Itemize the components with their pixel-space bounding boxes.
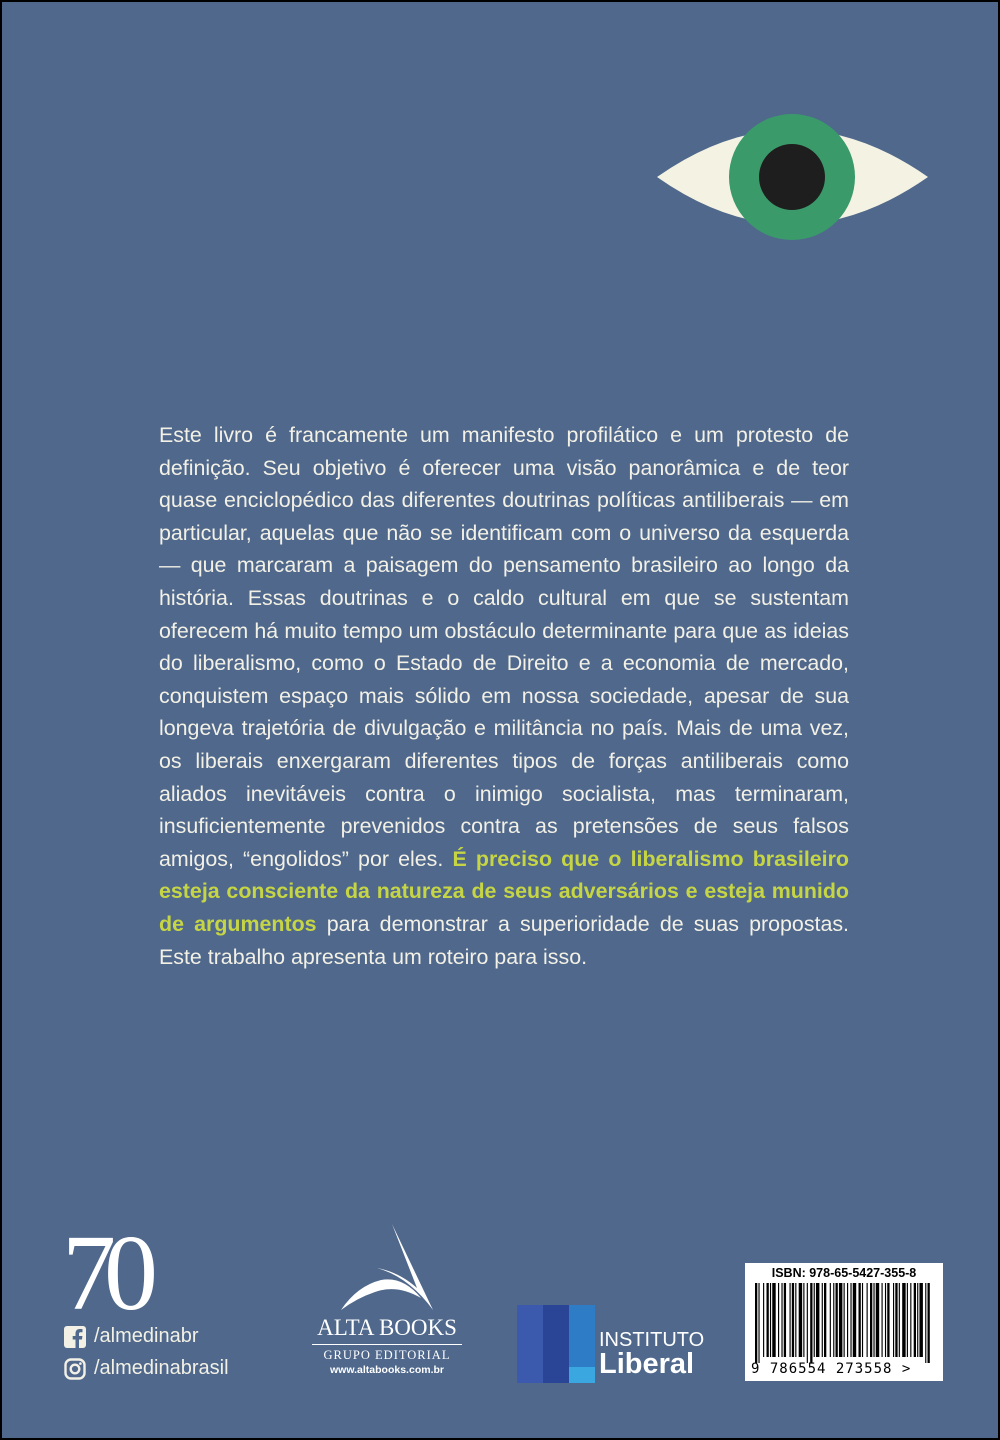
barcode-bar [859, 1283, 861, 1357]
barcode-digits: 9 786554 273558 > [751, 1361, 912, 1377]
barcode-bar [816, 1283, 819, 1357]
barcode-bar [784, 1283, 786, 1357]
alta-books-name: ALTA BOOKS [317, 1315, 457, 1340]
alta-books-url: www.altabooks.com.br [330, 1364, 444, 1376]
barcode-bar [772, 1283, 775, 1357]
barcode-bar [910, 1283, 911, 1357]
barcode-bar [799, 1283, 802, 1357]
blurb-highlight: É preciso que o liberalismo brasileiro esteja consciente da natureza de seus adversários e esteja munido de argumentos [159, 846, 849, 936]
blurb-text [159, 419, 849, 973]
barcode-bar [895, 1283, 897, 1357]
barcode-bar [763, 1283, 764, 1357]
barcode-bar [887, 1283, 889, 1357]
barcode-bar [778, 1283, 779, 1357]
facebook-link[interactable] [64, 1325, 199, 1348]
barcode-bar [885, 1283, 886, 1357]
blurb-part2: para demonstrar a superioridade de suas propostas. Este trabalho apresenta um roteiro para isso. [159, 911, 849, 969]
barcode-bar [867, 1283, 868, 1357]
barcode-bar [781, 1283, 782, 1357]
instituto-text: INSTITUTO [599, 1329, 705, 1351]
barcode-bar [893, 1283, 894, 1357]
barcode-bar [770, 1283, 771, 1357]
barcode-bar [928, 1283, 930, 1363]
alta-books-mark [337, 1222, 437, 1314]
instagram-handle: /almedinabrasil [94, 1357, 229, 1379]
barcode-bar [824, 1283, 826, 1357]
barcode-bar [836, 1283, 838, 1357]
blurb-part1: Este livro é francamente um manifesto profilático e um protesto de definição. Seu objetivo é oferecer uma visão panorâmica e de teor quase enciclopédico das diferentes doutrinas políticas antiliberais — em particular, aquelas que não se identificam com o universo da esquerda — que marcaram a paisagem do pensamento brasileiro ao longo da história. Essas doutrinas e o caldo cultural em que se sustentam oferecem há muito tempo um obstáculo determinante para que as ideias do liberalismo, como o Estado de Direito e a economia de mercado, conquistem espaço mais sólido em nossa sociedade, apesar de sua longeva trajetória de divulgação e militância no país. Mais de uma vez, os liberais enxergaram diferentes tipos de forças antiliberais como aliados inevitáveis contra o inimigo socialista, mas terminaram, insuficientemente prevenidos contra as pretensões de seus falsos amigos, “engolidos” por eles. [159, 423, 849, 871]
barcode-bar [803, 1283, 804, 1357]
barcode-bar [792, 1283, 794, 1357]
barcode-bar [807, 1283, 808, 1363]
barcode-bar [882, 1283, 883, 1357]
barcode-bar [917, 1283, 918, 1357]
barcode-bar [814, 1283, 815, 1357]
barcode-bar [795, 1283, 796, 1357]
barcode-bar [899, 1283, 900, 1357]
alta-books-divider [312, 1344, 462, 1345]
barcode-bar [822, 1283, 823, 1357]
barcode-bar [810, 1283, 812, 1363]
barcode-bar [914, 1283, 916, 1357]
barcode-bar [873, 1283, 874, 1357]
barcode-bar [907, 1283, 908, 1357]
alta-books-logo [302, 1222, 472, 1378]
barcode-bar [767, 1283, 769, 1357]
barcode-bar [853, 1283, 856, 1357]
barcode-bar [833, 1283, 834, 1357]
facebook-icon [64, 1326, 86, 1348]
barcode-bar [902, 1283, 905, 1357]
barcode-bars [753, 1283, 935, 1363]
instagram-icon [64, 1358, 86, 1380]
barcode-bar [925, 1283, 926, 1363]
eye-illustration [655, 97, 930, 257]
logo-70-text: 70 [62, 1227, 146, 1317]
barcode-bar [758, 1283, 759, 1363]
barcode-bar [830, 1283, 831, 1357]
isbn-label: ISBN: 978-65-5427-355-8 [771, 1266, 917, 1280]
instagram-link[interactable] [64, 1357, 229, 1380]
barcode-bar [844, 1283, 845, 1357]
barcode-bar [850, 1283, 851, 1357]
barcode-bar [876, 1283, 879, 1357]
barcode-bar [790, 1283, 791, 1357]
barcode-bar [919, 1283, 922, 1357]
barcode-bar [839, 1283, 842, 1357]
barcode-bar [755, 1283, 757, 1363]
facebook-handle: /almedinabr [94, 1325, 199, 1347]
barcode-bar [847, 1283, 848, 1357]
eye-pupil [759, 144, 825, 210]
alta-books-subtitle: GRUPO EDITORIAL [323, 1348, 451, 1362]
back-cover [2, 2, 998, 1438]
barcode-bar [862, 1283, 863, 1357]
barcode-bar [870, 1283, 872, 1357]
barcode-box [745, 1263, 943, 1381]
liberal-text: Liberal [599, 1348, 695, 1380]
edicoes-70-logo [62, 1227, 177, 1317]
